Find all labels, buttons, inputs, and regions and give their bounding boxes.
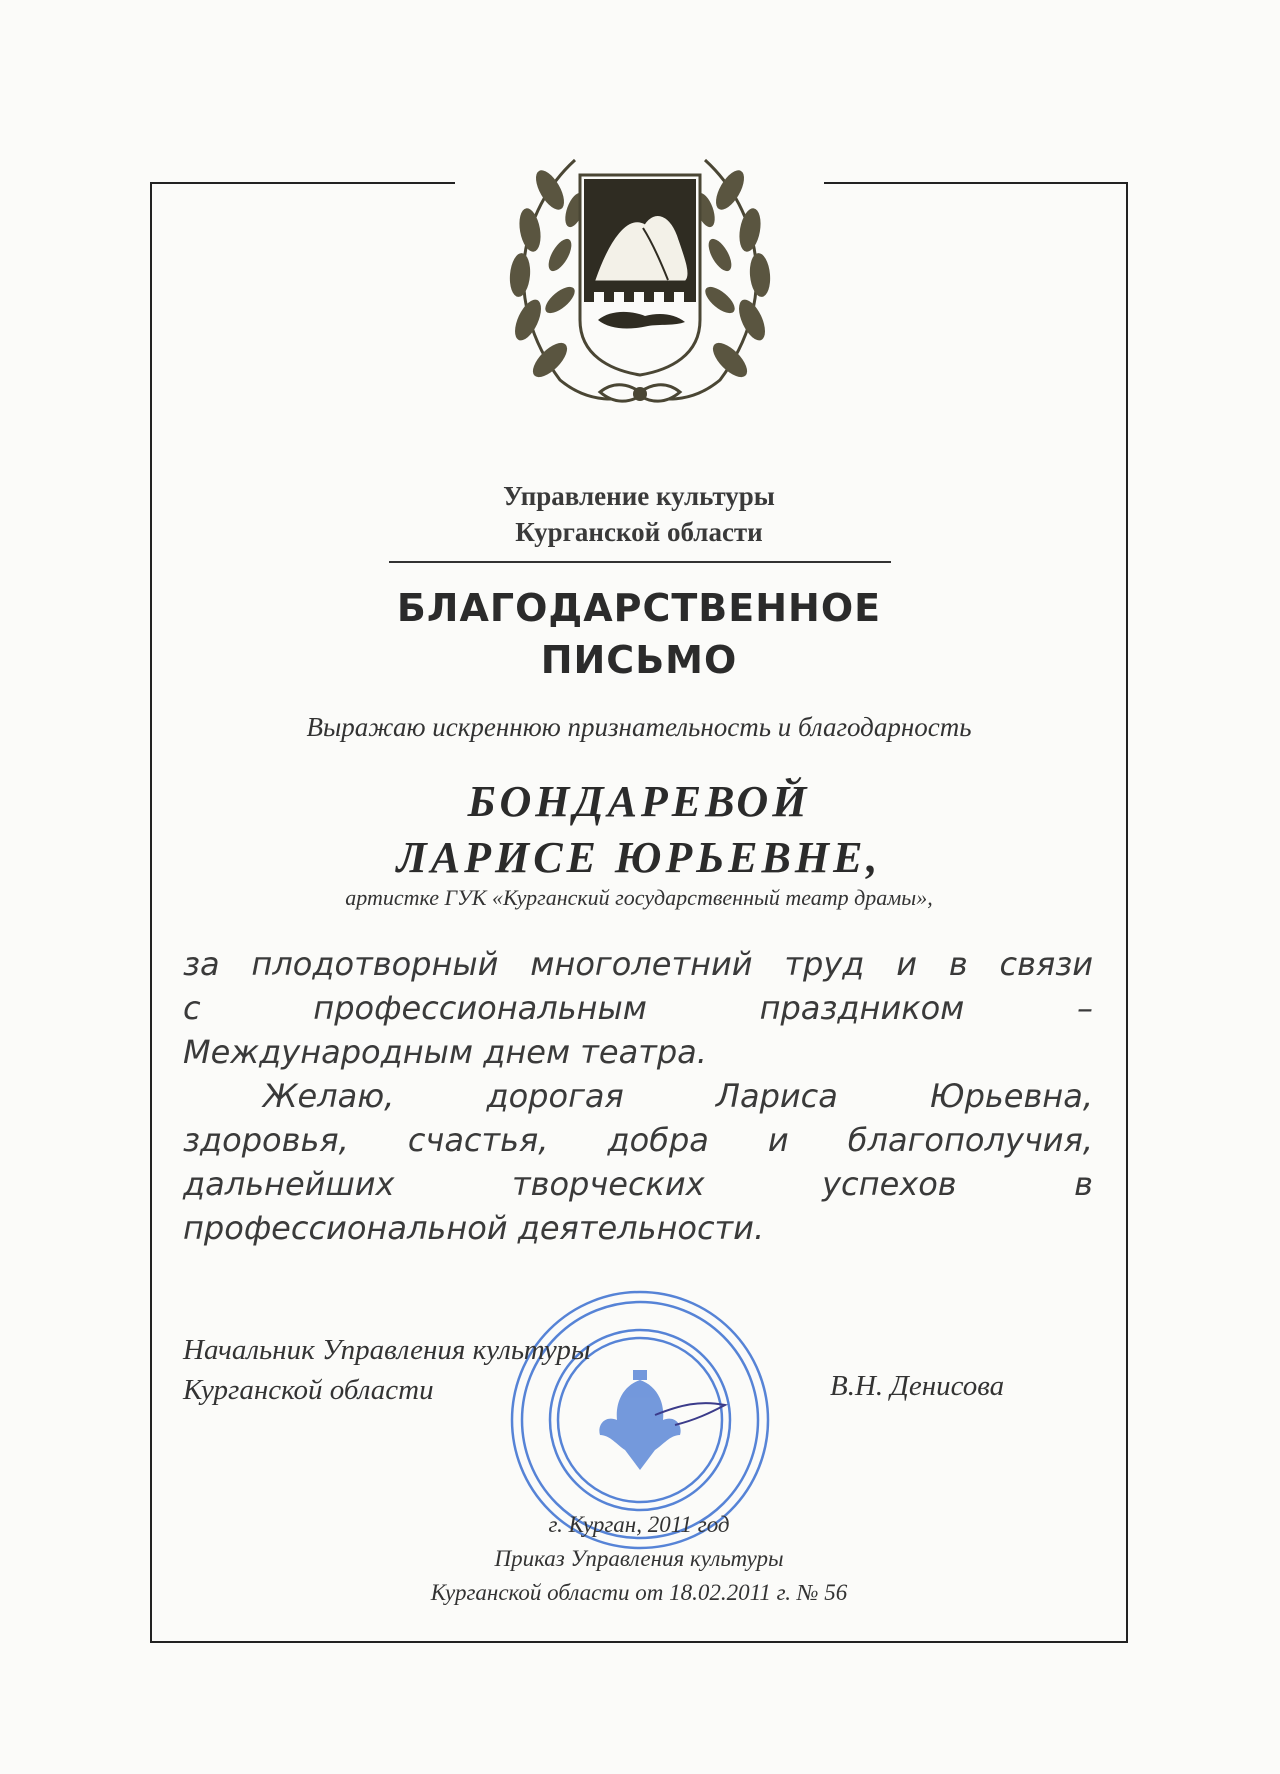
frame-right (1126, 183, 1128, 1643)
frame-left (150, 183, 152, 1643)
footer-place-year: г. Курган, 2011 год (548, 1512, 730, 1537)
recipient-surname: БОНДАРЕВОЙ (467, 777, 811, 826)
footer-order-line-1: Приказ Управления культуры (494, 1546, 784, 1571)
organization-name (150, 478, 1128, 550)
title-line-1: БЛАГОДАРСТВЕННОЕ (396, 586, 882, 630)
body-line: за плодотворный многолетний труд и в связи (183, 945, 1093, 983)
body-paragraph-1 (183, 942, 1093, 1074)
intro-text: Выражаю искреннюю признательность и благодарность (306, 712, 972, 742)
letter-body (183, 942, 1093, 1250)
header-divider (389, 561, 891, 563)
frame-top-left (150, 182, 455, 184)
body-line: здоровья, счастья, добра и благополучия, (183, 1121, 1093, 1159)
coat-of-arms-icon (480, 130, 800, 420)
frame-top-right (824, 182, 1128, 184)
body-line: Желаю, дорогая Лариса Юрьевна, (263, 1077, 1093, 1115)
body-line: дальнейших творческих успехов в (183, 1165, 1093, 1203)
body-line: Международным днем театра. (183, 1033, 707, 1071)
signer-role (183, 1330, 591, 1410)
signer-role-line-2: Курганской области (183, 1374, 434, 1406)
organization-line-1: Управление культуры (503, 481, 775, 511)
signer-role-line-1: Начальник Управления культуры (183, 1334, 591, 1366)
body-paragraph-2 (183, 1074, 1093, 1250)
body-line: с профессиональным праздником – (183, 989, 1093, 1027)
recipient-given-names: ЛАРИСЕ ЮРЬЕВНЕ, (396, 833, 882, 882)
footer (150, 1508, 1128, 1610)
document-title (150, 582, 1128, 686)
footer-order-line-2: Курганской области от 18.02.2011 г. № 56 (430, 1580, 848, 1605)
frame-bottom (150, 1641, 1128, 1643)
body-line: профессиональной деятельности. (183, 1209, 765, 1247)
signer-name: В.Н. Денисова (830, 1370, 1005, 1402)
recipient-position: артистке ГУК «Курганский государственный театр драмы», (345, 885, 933, 910)
organization-line-2: Курганской области (515, 517, 763, 547)
recipient-name (150, 774, 1128, 886)
title-line-2: ПИСЬМО (540, 638, 738, 682)
